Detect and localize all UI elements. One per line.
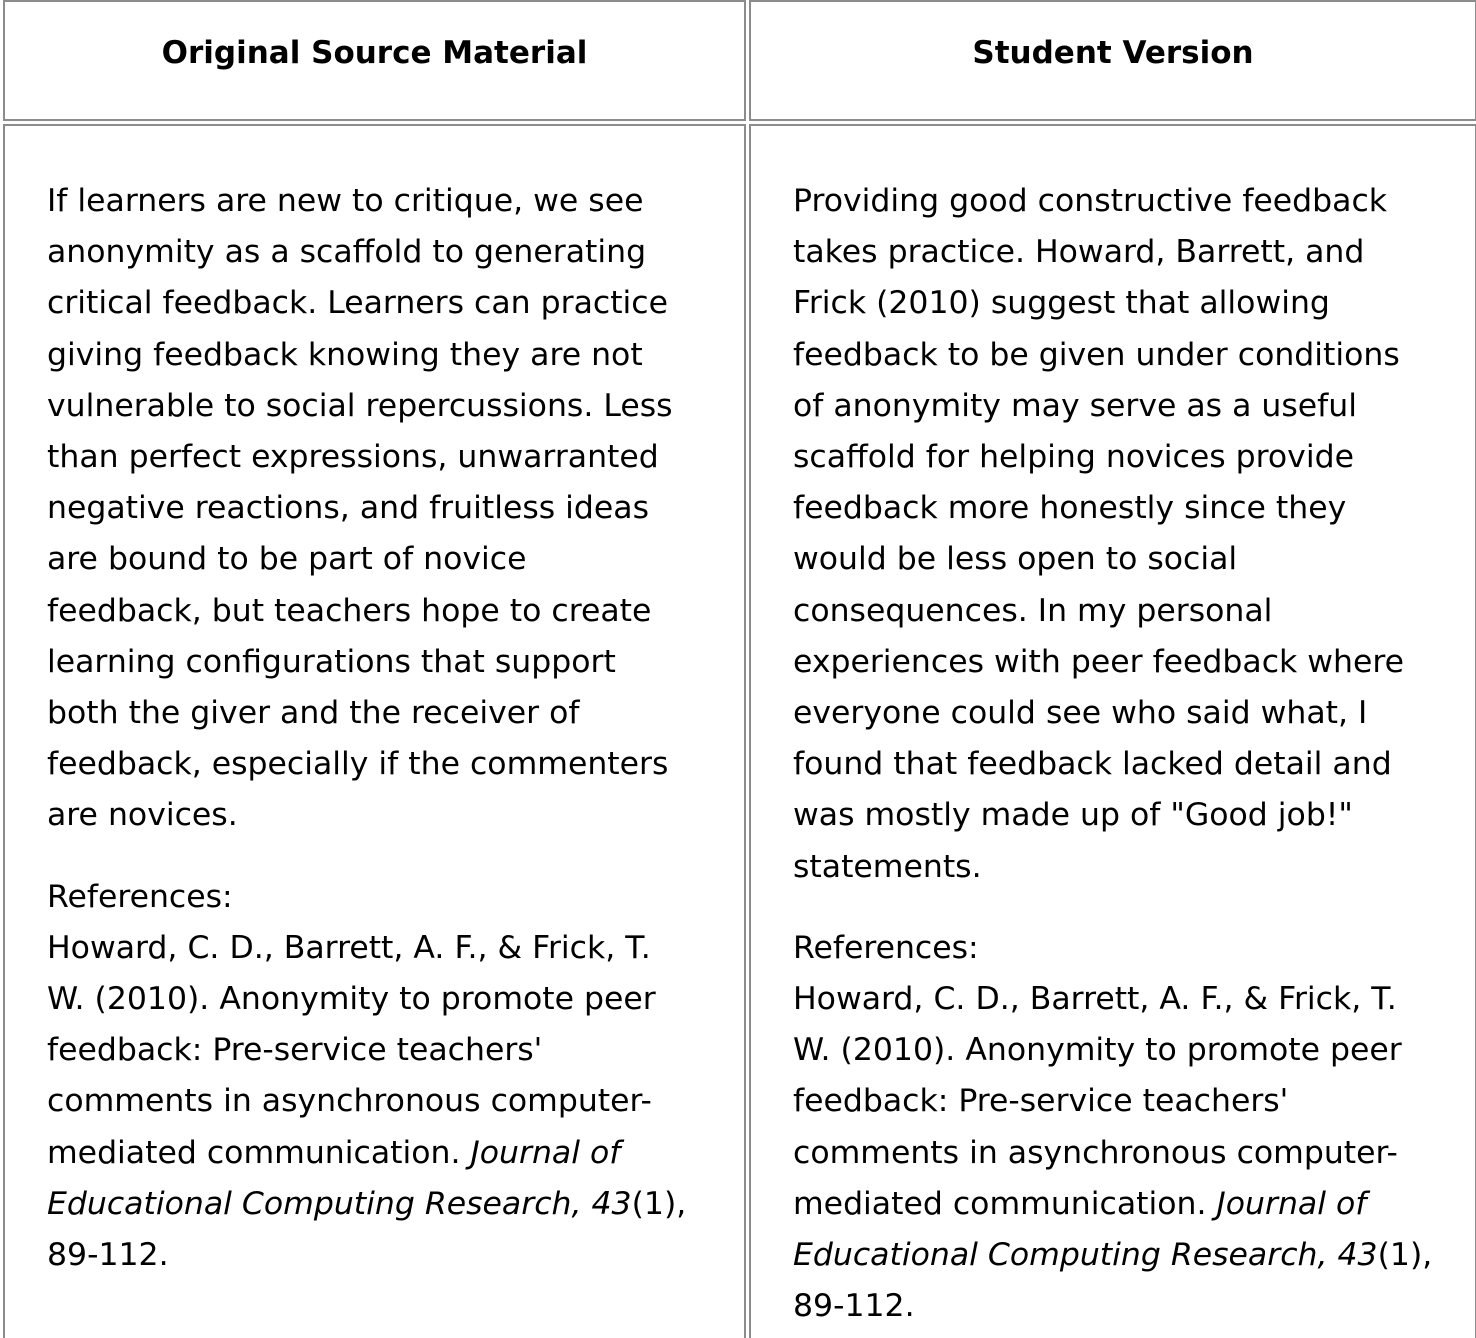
original-references	[47, 872, 687, 1282]
student-paragraph: Providing good constructive feedback takes practice. Howard, Barrett, and Frick (2010) suggest that allowing feedback to be given under conditions of anonymity may serve as a useful scaffold for helping novices provide feedback more honestly since they would be less open to social consequences. In my personal experiences with peer feedback where everyone could see who said what, I found that feedback lacked detail and was mostly made up of "Good job!" statements.	[793, 183, 1405, 885]
header-student-label: Student Version	[972, 34, 1254, 71]
student-reference-journal: Journal of Educational Computing Research,	[793, 1185, 1367, 1274]
header-original-label: Original Source Material	[161, 34, 588, 71]
student-reference-volume: 43	[1337, 1237, 1378, 1274]
original-references-label: References:	[47, 878, 233, 915]
header-original	[3, 0, 746, 121]
student-content	[793, 176, 1433, 1332]
student-references	[793, 923, 1433, 1333]
student-cell	[749, 124, 1476, 1338]
original-paragraph: If learners are new to critique, we see anonymity as a scaffold to generating critical feedback. Learners can practice giving feedback knowing they are not vulnerable to social repercussions. Less than perfect expressions, unwarranted negative reactions, and fruitless ideas are bound to be part of novice feedback, but teachers hope to create learning configurations that support both the giver and the receiver of feedback, especially if the commenters are novices.	[47, 183, 673, 834]
student-reference-issue-pages: (1), 89-112.	[793, 1237, 1433, 1325]
header-student	[749, 0, 1476, 121]
original-content	[47, 176, 687, 1281]
original-reference-volume: 43	[591, 1185, 632, 1222]
original-reference-journal: Journal of Educational Computing Research,	[47, 1134, 621, 1222]
original-cell	[3, 124, 746, 1338]
student-references-label: References:	[793, 929, 979, 966]
original-reference-issue-pages: (1), 89-112.	[47, 1185, 687, 1274]
original-reference-text: Howard, C. D., Barrett, A. F., & Frick, T. W. (2010). Anonymity to promote peer feedback: Pre-service teachers' comments in asynchronous computer-mediated communication.	[47, 929, 656, 1171]
student-reference-text: Howard, C. D., Barrett, A. F., & Frick, T. W. (2010). Anonymity to promote peer feedback: Pre-service teachers' comments in asynchronous computer-mediated communication.	[793, 981, 1402, 1222]
